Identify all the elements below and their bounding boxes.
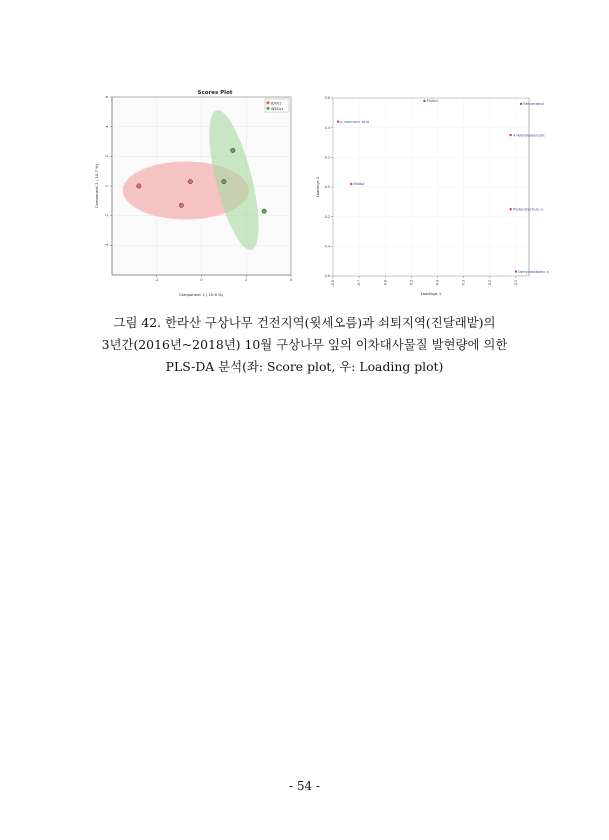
scores-point-jdoct: [188, 179, 192, 183]
figure-caption: [60, 312, 549, 378]
loadings-ytick-label: 0.0: [324, 185, 330, 190]
loading-point-label: Resveratrol: [523, 102, 544, 107]
loadings-xtick-label: -0.1: [513, 280, 518, 287]
scores-ylabel: Component 2 ( 10.7 %): [94, 163, 99, 209]
scores-point-wsoct: [262, 209, 266, 213]
loading-point-label: Pinitol: [426, 99, 438, 104]
scores-xlabel: Component 1 ( 10.6 %): [178, 292, 224, 297]
scores-ytick-label: 4: [105, 125, 109, 128]
loadings-ytick-label: 0.2: [324, 155, 330, 160]
loadings-xlabel: Loadings 1: [420, 291, 442, 296]
loadings-ytick-label: 0.6: [324, 96, 330, 101]
loadings-xtick-label: -0.4: [435, 280, 440, 287]
loadings-ytick-label: -0.6: [323, 274, 330, 279]
loading-point: [337, 121, 339, 123]
loadings-xtick-label: -0.7: [357, 280, 362, 287]
scores-ytick-label: -2: [105, 213, 109, 218]
legend-marker-jdoct: [267, 101, 270, 104]
scores-ytick-label: 0: [105, 184, 109, 188]
scores-point-wsoct: [222, 179, 226, 183]
scores-ytick-label: 6: [105, 95, 109, 99]
loadings-ylabel: Loadings 2: [315, 176, 320, 198]
scores-xtick-label: -2: [155, 278, 159, 282]
scores-legend: [265, 99, 289, 112]
scores-ytick-label: -4: [105, 243, 109, 248]
loadings-xtick-label: -0.3: [461, 280, 466, 287]
figure-panels: [93, 88, 549, 298]
legend-marker-wsoct: [267, 107, 270, 110]
caption-line-2: 3년간(2016년~2018년) 10월 구상나무 잎의 이차대사물질 발현량에 의한: [101, 337, 508, 352]
loadings-xtick-label: -0.5: [409, 280, 414, 287]
scores-point-jdoct: [179, 203, 183, 207]
scores-plot: [93, 88, 303, 298]
scores-point-wsoct: [231, 148, 235, 152]
loading-plot: [315, 88, 549, 298]
loadings-xtick-label: -0.6: [383, 280, 388, 287]
caption-line-1: 그림 42. 한라산 구상나무 건전지역(윗세오름)과 쇠퇴지역(진달래밭)의: [113, 315, 496, 330]
loading-point-label: Protocatechuic a: [512, 207, 543, 212]
loading-point-label: p coumaric acid: [340, 119, 370, 124]
loading-point: [515, 270, 517, 272]
loadings-ytick-label: 0.4: [324, 125, 330, 130]
loading-point: [350, 183, 352, 185]
legend-label-wsoct: WSOct: [271, 106, 284, 111]
scores-xtick-label: 0: [200, 278, 203, 282]
caption-line-3: PLS-DA 분석(좌: Score plot, 우: Loading plot): [165, 359, 444, 374]
loading-point: [423, 100, 425, 102]
loading-point: [510, 134, 512, 136]
loading-point: [520, 103, 522, 105]
scores-xtick-label: 4: [289, 278, 293, 282]
scores-title: Scores Plot: [197, 90, 233, 96]
page-number: - 54 -: [288, 779, 320, 793]
loadings-xtick-label: -0.2: [487, 280, 492, 287]
loading-point-label: 4 Hydroxybenzoic: [512, 133, 546, 138]
loadings-ytick-label: -0.2: [323, 214, 330, 219]
loading-point: [510, 208, 512, 210]
loading-point-label: Dehydroabietic a: [518, 269, 549, 274]
loadings-ytick-label: -0.4: [323, 244, 330, 249]
loading-point-label: Maltol: [353, 182, 365, 187]
legend-label-jdoct: JDOct: [271, 101, 282, 106]
scores-ytick-label: 2: [105, 155, 109, 158]
loadings-xtick-label: -0.8: [331, 280, 335, 287]
scores-xtick-label: 2: [245, 278, 248, 282]
scores-point-jdoct: [137, 184, 141, 188]
